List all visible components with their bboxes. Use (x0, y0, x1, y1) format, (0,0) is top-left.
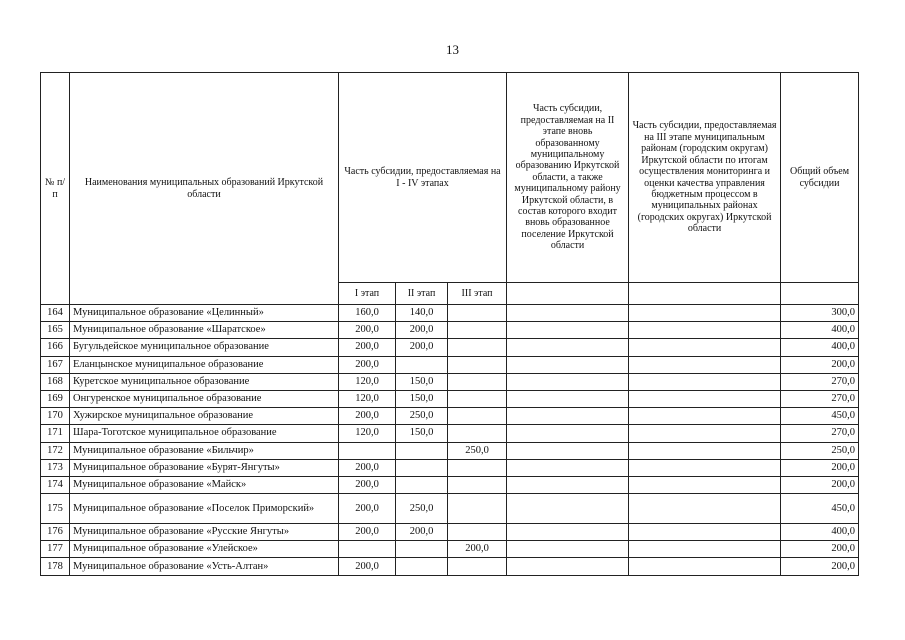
row-total: 200,0 (781, 356, 859, 373)
row-stage3-monitoring (629, 494, 781, 524)
row-number: 171 (41, 425, 70, 442)
row-name: Хужирское муниципальное образование (70, 408, 339, 425)
row-total: 400,0 (781, 339, 859, 356)
row-stage3-monitoring (629, 322, 781, 339)
header-stage2-new-entity: Часть субсидии, предоставляемая на II этапе вновь образованному муниципальному образованию Иркутской области, а также муниципальному району Иркутской области, в состав которого входит вновь образованное поселение Иркутской области (507, 73, 629, 283)
row-number: 164 (41, 305, 70, 322)
row-stage3 (448, 390, 507, 407)
row-stage2-new (507, 459, 629, 476)
row-name: Муниципальное образование «Поселок Приморский» (70, 494, 339, 524)
row-stage2-new (507, 442, 629, 459)
subsidy-table (40, 72, 859, 576)
row-stage2: 150,0 (396, 390, 448, 407)
header-stages: Часть субсидии, предоставляемая на I - IV этапах (339, 73, 507, 283)
row-stage2-new (507, 373, 629, 390)
header-empty (781, 283, 859, 305)
row-stage3 (448, 524, 507, 541)
row-total: 300,0 (781, 305, 859, 322)
row-name: Муниципальное образование «Улейское» (70, 541, 339, 558)
table-row (41, 459, 859, 476)
row-name: Бугульдейское муниципальное образование (70, 339, 339, 356)
row-stage1: 200,0 (339, 476, 396, 493)
row-name: Муниципальное образование «Целинный» (70, 305, 339, 322)
row-stage2 (396, 558, 448, 575)
row-name: Муниципальное образование «Русские Янгуты» (70, 524, 339, 541)
row-number: 173 (41, 459, 70, 476)
row-name: Онгуренское муниципальное образование (70, 390, 339, 407)
row-stage2: 150,0 (396, 373, 448, 390)
header-number: № п/п (41, 73, 70, 305)
row-total: 450,0 (781, 494, 859, 524)
header-stage2: II этап (396, 283, 448, 305)
row-stage1: 200,0 (339, 494, 396, 524)
page-number: 13 (446, 42, 459, 57)
row-total: 200,0 (781, 459, 859, 476)
row-stage3-monitoring (629, 408, 781, 425)
table-header (41, 73, 859, 305)
row-name: Еланцынское муниципальное образование (70, 356, 339, 373)
row-stage1: 200,0 (339, 524, 396, 541)
row-stage3: 250,0 (448, 442, 507, 459)
header-stage3-monitoring: Часть субсидии, предоставляемая на III этапе муниципальным районам (городским округам) Иркутской области по итогам осуществления мониторинга и оценки качества управления бюджетным процессом в муниципальных районах (городских округах) Иркутской области (629, 73, 781, 283)
row-stage3 (448, 305, 507, 322)
row-total: 270,0 (781, 425, 859, 442)
row-number: 170 (41, 408, 70, 425)
table-row (41, 390, 859, 407)
row-stage3-monitoring (629, 390, 781, 407)
row-total: 200,0 (781, 541, 859, 558)
row-stage3-monitoring (629, 442, 781, 459)
row-stage3 (448, 459, 507, 476)
row-stage2 (396, 476, 448, 493)
row-total: 450,0 (781, 408, 859, 425)
row-stage2-new (507, 390, 629, 407)
row-number: 167 (41, 356, 70, 373)
row-name: Муниципальное образование «Шаратское» (70, 322, 339, 339)
row-stage3-monitoring (629, 541, 781, 558)
row-stage2-new (507, 494, 629, 524)
row-number: 178 (41, 558, 70, 575)
table-body (41, 305, 859, 576)
row-stage2: 250,0 (396, 408, 448, 425)
row-stage2: 200,0 (396, 322, 448, 339)
row-stage1: 200,0 (339, 558, 396, 575)
row-stage2 (396, 442, 448, 459)
row-stage3 (448, 408, 507, 425)
row-number: 174 (41, 476, 70, 493)
row-name: Муниципальное образование «Майск» (70, 476, 339, 493)
row-total: 270,0 (781, 373, 859, 390)
row-total: 200,0 (781, 476, 859, 493)
row-number: 165 (41, 322, 70, 339)
row-stage2 (396, 356, 448, 373)
row-stage1: 120,0 (339, 425, 396, 442)
row-stage3-monitoring (629, 558, 781, 575)
table-row (41, 558, 859, 575)
row-stage3 (448, 356, 507, 373)
row-stage2: 150,0 (396, 425, 448, 442)
row-number: 172 (41, 442, 70, 459)
row-number: 169 (41, 390, 70, 407)
header-total: Общий объем субсидии (781, 73, 859, 283)
row-stage2-new (507, 524, 629, 541)
header-name: Наименования муниципальных образований Иркутской области (70, 73, 339, 305)
row-stage3 (448, 425, 507, 442)
table-row (41, 408, 859, 425)
row-stage2: 200,0 (396, 524, 448, 541)
row-number: 168 (41, 373, 70, 390)
row-stage2-new (507, 408, 629, 425)
row-name: Муниципальное образование «Бильчир» (70, 442, 339, 459)
table-row (41, 442, 859, 459)
row-stage2-new (507, 476, 629, 493)
row-stage1: 200,0 (339, 356, 396, 373)
row-stage3-monitoring (629, 476, 781, 493)
table-row (41, 541, 859, 558)
row-stage3 (448, 339, 507, 356)
row-stage2: 200,0 (396, 339, 448, 356)
header-empty (507, 283, 629, 305)
table-row (41, 322, 859, 339)
row-name: Куретское муниципальное образование (70, 373, 339, 390)
row-number: 177 (41, 541, 70, 558)
row-stage3 (448, 558, 507, 575)
row-name: Муниципальное образование «Бурят-Янгуты» (70, 459, 339, 476)
row-stage3-monitoring (629, 524, 781, 541)
row-stage1: 200,0 (339, 322, 396, 339)
row-stage2: 140,0 (396, 305, 448, 322)
row-stage2-new (507, 558, 629, 575)
row-stage2 (396, 541, 448, 558)
row-name: Шара-Тоготское муниципальное образование (70, 425, 339, 442)
row-stage3 (448, 373, 507, 390)
table-row (41, 425, 859, 442)
row-total: 270,0 (781, 390, 859, 407)
row-stage1 (339, 442, 396, 459)
row-stage3-monitoring (629, 459, 781, 476)
row-total: 400,0 (781, 524, 859, 541)
row-stage1: 120,0 (339, 390, 396, 407)
header-empty (629, 283, 781, 305)
row-stage1: 200,0 (339, 408, 396, 425)
row-number: 176 (41, 524, 70, 541)
table-row (41, 339, 859, 356)
row-stage2-new (507, 305, 629, 322)
row-stage2: 250,0 (396, 494, 448, 524)
row-name: Муниципальное образование «Усть-Алтан» (70, 558, 339, 575)
row-stage1: 120,0 (339, 373, 396, 390)
row-stage2 (396, 459, 448, 476)
row-stage3 (448, 494, 507, 524)
table-row (41, 373, 859, 390)
table-row (41, 524, 859, 541)
row-stage2-new (507, 356, 629, 373)
row-stage2-new (507, 339, 629, 356)
row-stage3 (448, 476, 507, 493)
row-stage3: 200,0 (448, 541, 507, 558)
row-number: 166 (41, 339, 70, 356)
table-row (41, 494, 859, 524)
header-stage3: III этап (448, 283, 507, 305)
row-stage2-new (507, 425, 629, 442)
row-stage3-monitoring (629, 373, 781, 390)
header-stage1: I этап (339, 283, 396, 305)
table-row (41, 356, 859, 373)
row-stage3-monitoring (629, 339, 781, 356)
row-stage2-new (507, 541, 629, 558)
row-total: 200,0 (781, 558, 859, 575)
row-stage1 (339, 541, 396, 558)
row-stage3-monitoring (629, 305, 781, 322)
row-stage1: 200,0 (339, 339, 396, 356)
row-stage2-new (507, 322, 629, 339)
table-row (41, 476, 859, 493)
row-number: 175 (41, 494, 70, 524)
row-stage3-monitoring (629, 356, 781, 373)
row-stage3 (448, 322, 507, 339)
row-stage3-monitoring (629, 425, 781, 442)
row-total: 250,0 (781, 442, 859, 459)
table-row (41, 305, 859, 322)
row-total: 400,0 (781, 322, 859, 339)
row-stage1: 160,0 (339, 305, 396, 322)
row-stage1: 200,0 (339, 459, 396, 476)
